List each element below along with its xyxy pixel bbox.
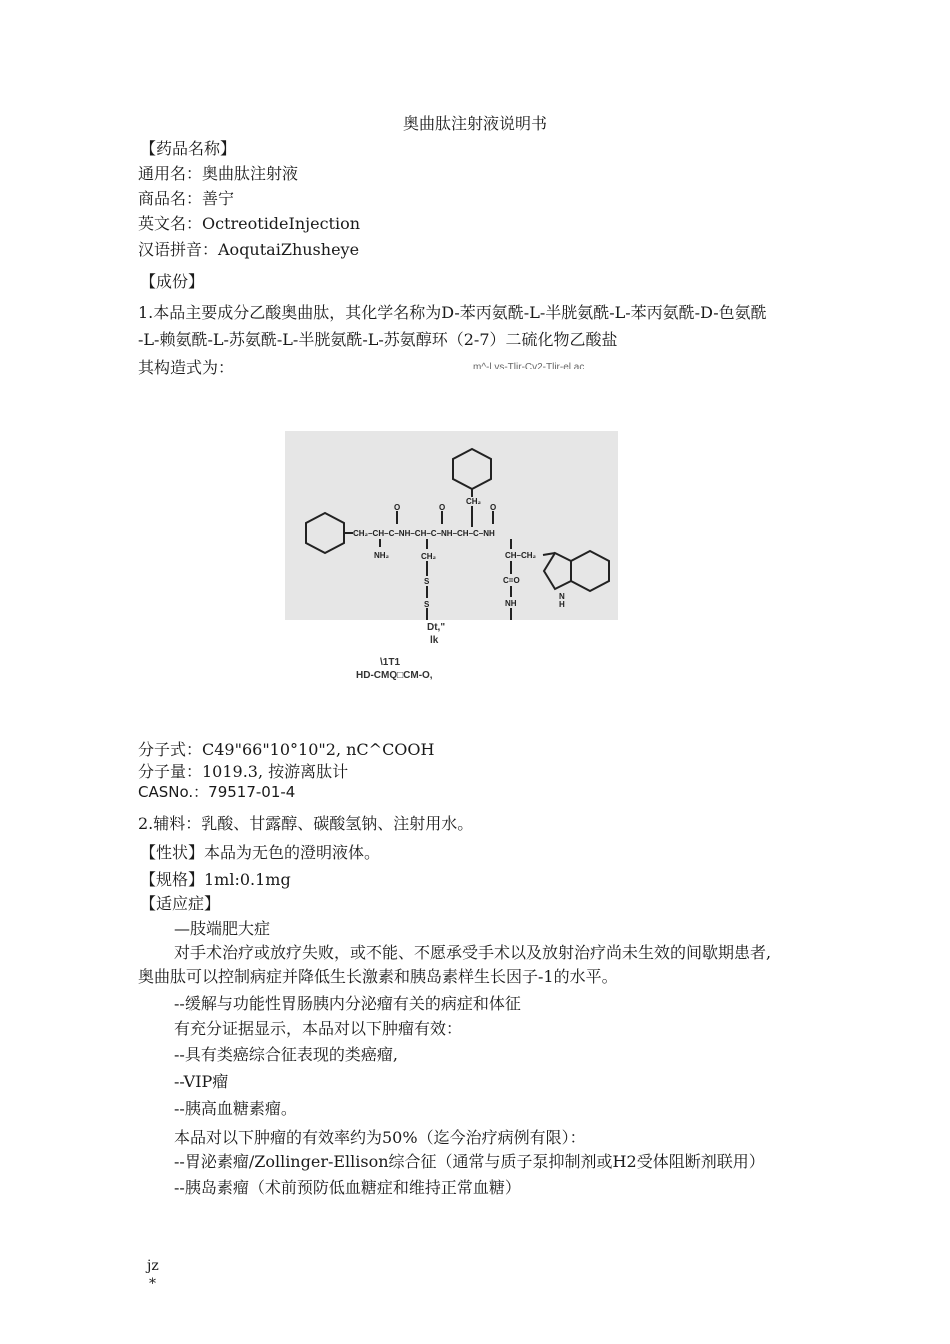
label-co: C=O [503, 576, 520, 585]
gep-heading: --缓解与功能性胃肠胰内分泌瘤有关的病症和体征 [174, 994, 521, 1013]
label-o2: O [439, 503, 446, 512]
composition-line-2: -L-赖氨酰-L-苏氨酰-L-半胱氨酰-L-苏氨醇环（2-7）二硫化物乙酸盐 [138, 330, 618, 349]
ocr-fragment-top: m^-l vs-Tlir-Cv2-Tlir-el ac [473, 362, 585, 369]
molecular-formula: 分子式：C49"66"10°10"2, nC^COOH [138, 740, 435, 759]
pyrrole-ring [544, 553, 571, 589]
structure-label: 其构造式为： [138, 358, 235, 377]
excipients: 2.辅料：乳酸、甘露醇、碳酸氢钠、注射用水。 [138, 814, 474, 833]
ocr-fragment-c: \1T1 [380, 657, 401, 668]
evidence-text: 有充分证据显示，本品对以下肿瘤有效： [174, 1019, 463, 1038]
tumor-item-1: --具有类癌综合征表现的类癌瘤, [174, 1045, 398, 1064]
footer-line-1: jz [147, 1258, 159, 1274]
label-backbone: CH₂–CH–C–NH–CH–C–NH–CH–C–NH [353, 529, 495, 538]
label-s1: S [424, 577, 430, 586]
label-nh: NH [505, 599, 517, 608]
label-o3: O [490, 503, 497, 512]
label-ch2-mid: CH₂ [421, 552, 437, 561]
composition-heading: 【成份】 [140, 272, 205, 291]
structure-image [285, 431, 618, 620]
label-o1: O [394, 503, 401, 512]
acromegaly-text-1: 对手术治疗或放疗失败，或不能、不愿承受手术以及放射治疗尚未生效的间歇期患者, [174, 943, 772, 962]
molecular-weight: 分子量：1019.3, 按游离肽计 [138, 762, 349, 781]
brand-name: 商品名：善宁 [138, 189, 235, 208]
label-ch-ch2: CH–CH₂ [505, 551, 537, 560]
specification: 【规格】1ml:0.1mg [140, 870, 291, 889]
label-ch2-top: CH₂ [466, 497, 482, 506]
label-s2: S [424, 600, 430, 609]
drug-name-heading: 【药品名称】 [140, 139, 237, 158]
appearance: 【性状】本品为无色的澄明液体。 [140, 843, 381, 862]
document-title: 奥曲肽注射液说明书 [402, 114, 547, 133]
indications-heading: 【适应症】 [140, 894, 221, 913]
efficacy-text: 本品对以下肿瘤的有效率约为50%（迄今治疗病例有限）： [174, 1128, 586, 1147]
cas-number: CASNo.：79517-01-4 [138, 783, 296, 801]
tumor-item-2: --VIP瘤 [174, 1072, 229, 1091]
ocr-fragment-a: Dt," [427, 622, 446, 633]
tumor-item-5: --胰岛素瘤（术前预防低血糖症和维持正常血糖） [174, 1178, 521, 1197]
composition-line-1: 1.本品主要成分乙酸奥曲肽，其化学名称为D-苯丙氨酰-L-半胱氨酰-L-苯丙氨酰-D-色氨酰 [138, 303, 767, 322]
acromegaly-heading: —肢端肥大症 [174, 919, 271, 938]
label-nh2: NH₂ [374, 551, 390, 560]
tumor-item-3: --胰高血糖素瘤。 [174, 1099, 297, 1118]
english-name: 英文名：OctreotideInjection [138, 214, 361, 233]
benzene-ring-top [453, 449, 491, 489]
ocr-fragment-b: lk [430, 635, 439, 646]
footer-line-2: * [149, 1276, 156, 1292]
label-indole-h: H [559, 600, 565, 609]
benzene-ring-right [571, 551, 609, 591]
label-indole-n: N [559, 592, 565, 601]
tumor-item-4: --胃泌素瘤/Zollinger-Ellison综合征（通常与质子泵抑制剂或H2受体阻断剂联用） [174, 1152, 765, 1171]
generic-name: 通用名：奥曲肽注射液 [138, 164, 299, 183]
benzene-ring-left [306, 513, 344, 553]
pinyin-name: 汉语拼音：AoqutaiZhusheye [138, 240, 360, 259]
acromegaly-text-2: 奥曲肽可以控制病症并降低生长激素和胰岛素样生长因子-1的水平。 [138, 967, 618, 986]
structural-formula-diagram [285, 431, 618, 620]
ocr-fragment-d: HD-CMQ□CM-O, [356, 670, 433, 681]
